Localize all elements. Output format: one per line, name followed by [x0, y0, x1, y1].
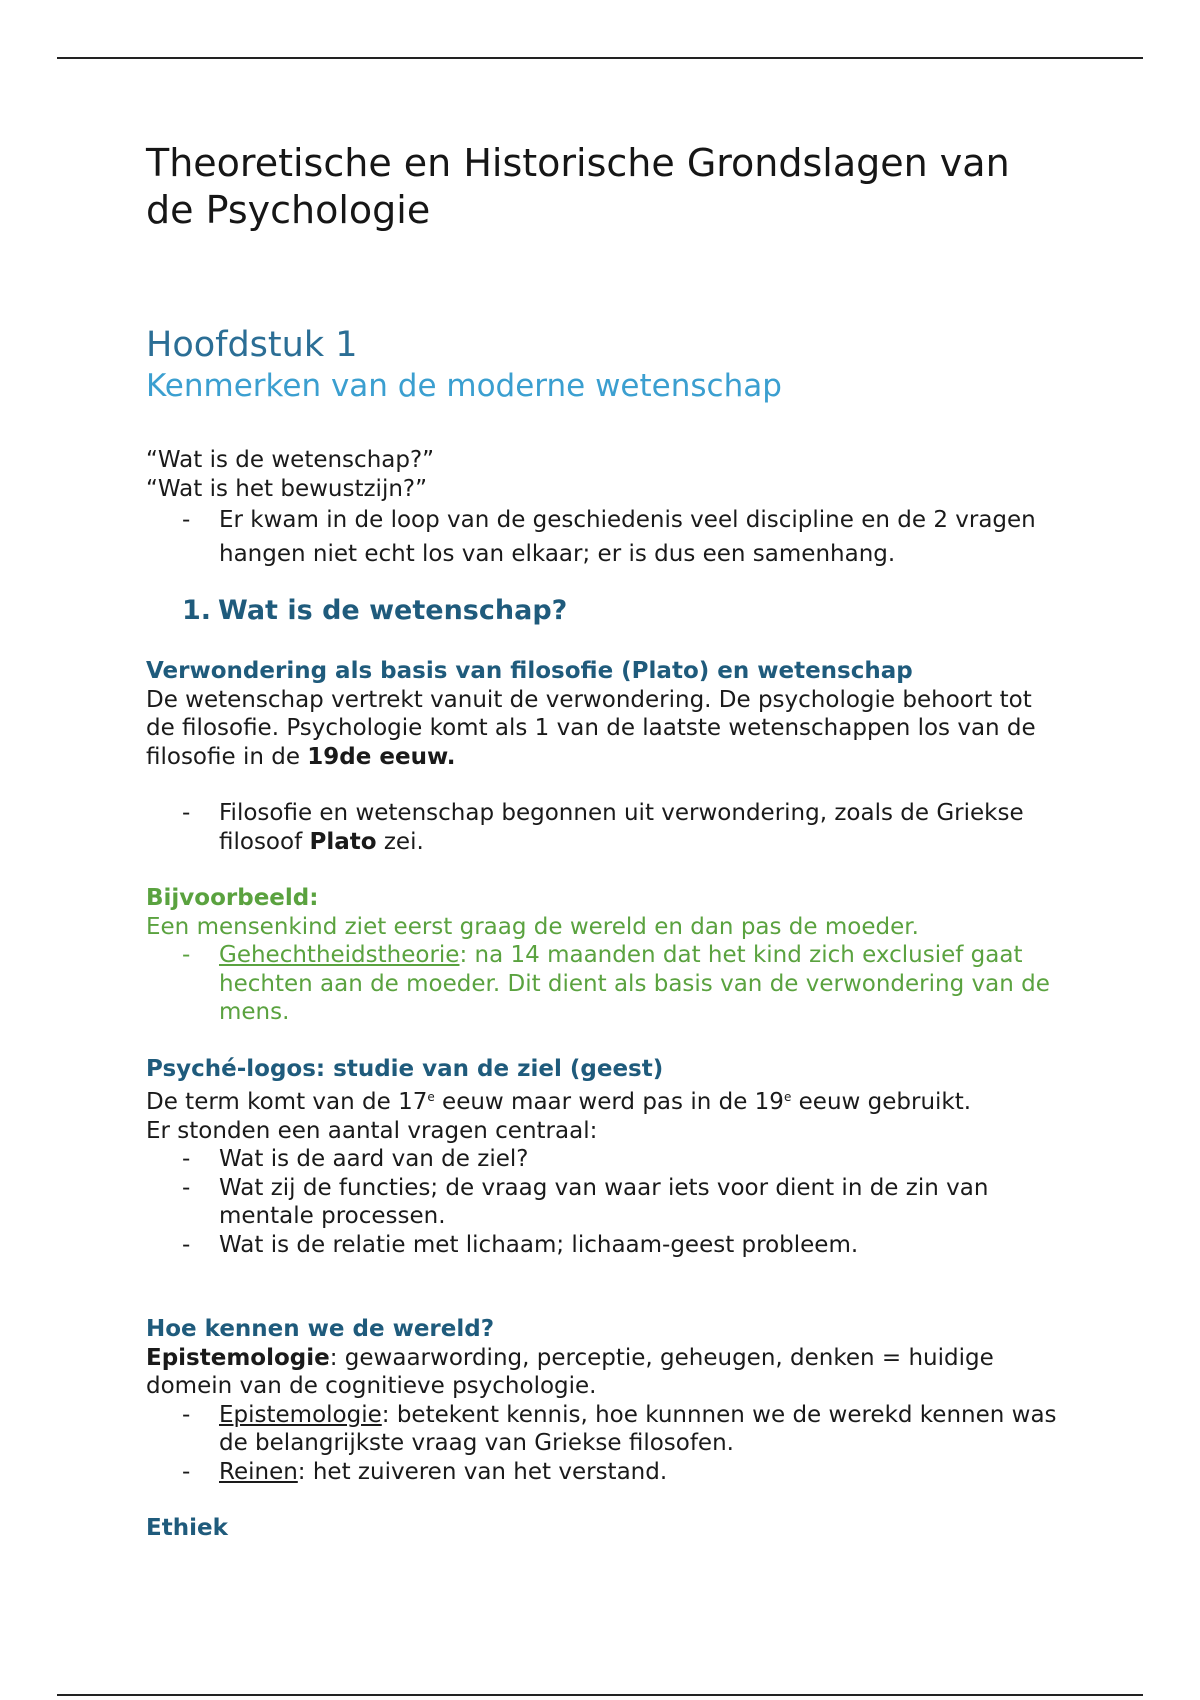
section-title: Wat is de wetenschap? [218, 595, 568, 626]
chapter-subtitle: Kenmerken van de moderne wetenschap [146, 368, 782, 404]
subheading-kennen: Hoe kennen we de wereld? [146, 1316, 495, 1342]
psyche-list [146, 1145, 1066, 1259]
section-heading [182, 593, 1066, 629]
paragraph-epistemologie: Epistemologie: gewaarwording, perceptie, geheugen, denken = huidige domein van de cognitieve psychologie. [146, 1344, 994, 1399]
top-rule [57, 57, 1143, 59]
list-item: - Wat is de aard van de ziel? [146, 1145, 1066, 1174]
list-item: - Gehechtheidstheorie: na 14 maanden dat het kind zich exclusief gaat hechten aan de moeder. Dit dient als basis van de verwondering van de mens. [146, 941, 1066, 1027]
intro-question-1: “Wat is de wetenschap?” [146, 447, 435, 473]
list-item: - Wat zij de functies; de vraag van waar iets voor dient in de zin van mentale processen. [146, 1174, 1066, 1231]
paragraph-psyche-term: De term komt van de 17e eeuw maar werd pas in de 19e eeuw gebruikt. [146, 1089, 972, 1115]
emphasis-century: 19de eeuw. [307, 743, 456, 770]
term-gehechtheidstheorie: Gehechtheidstheorie [219, 942, 460, 968]
term-epistemologie-underlined: Epistemologie [219, 1401, 382, 1428]
verwondering-list [146, 799, 1066, 856]
term-reinen: Reinen [219, 1458, 298, 1485]
emphasis-plato: Plato [309, 828, 377, 855]
list-item: - Wat is de relatie met lichaam; lichaam-geest probleem. [146, 1231, 1066, 1260]
intro-list [146, 503, 1066, 571]
subheading-verwondering: Verwondering als basis van filosofie (Plato) en wetenschap [146, 658, 913, 684]
document-page [146, 140, 1066, 1543]
example-heading: Bijvoorbeeld: [146, 885, 319, 911]
subheading-ethiek: Ethiek [146, 1515, 228, 1541]
bottom-rule [57, 1694, 1143, 1696]
chapter-number: Hoofdstuk 1 [146, 325, 358, 365]
subheading-psyche: Psyché-logos: studie van de ziel (geest) [146, 1055, 664, 1082]
section-number: 1. [182, 595, 212, 626]
chapter-header [146, 324, 1066, 406]
example-list [146, 941, 1066, 1027]
list-item: - Reinen: het zuiveren van het verstand. [146, 1458, 1066, 1487]
list-item: - Filosofie en wetenschap begonnen uit verwondering, zoals de Griekse filosoof Plato zei. [146, 799, 1066, 856]
intro-question-2: “Wat is het bewustzijn?” [146, 475, 428, 502]
kennen-list [146, 1401, 1066, 1487]
paragraph-verwondering: De wetenschap vertrekt vanuit de verwondering. De psychologie behoort tot de filosofie. Psychologie komt als 1 van de laatste wetenschappen los van de filosofie in de 19de eeuw. [146, 686, 1036, 770]
list-item: - Er kwam in de loop van de geschiedenis veel discipline en de 2 vragen hangen niet echt los van elkaar; er is dus een samenhang. [146, 503, 1066, 571]
intro-questions [146, 446, 1066, 571]
paragraph-psyche-questions: Er stonden een aantal vragen centraal: [146, 1117, 598, 1144]
list-item: - Epistemologie: betekent kennis, hoe kunnnen we de werekd kennen was de belangrijkste vraag van Griekse filosofen. [146, 1401, 1066, 1458]
term-epistemologie: Epistemologie [146, 1344, 330, 1371]
document-title: Theoretische en Historische Grondslagen van de Psychologie [146, 141, 1010, 232]
example-text: Een mensenkind ziet eerst graag de wereld en dan pas de moeder. [146, 913, 919, 940]
